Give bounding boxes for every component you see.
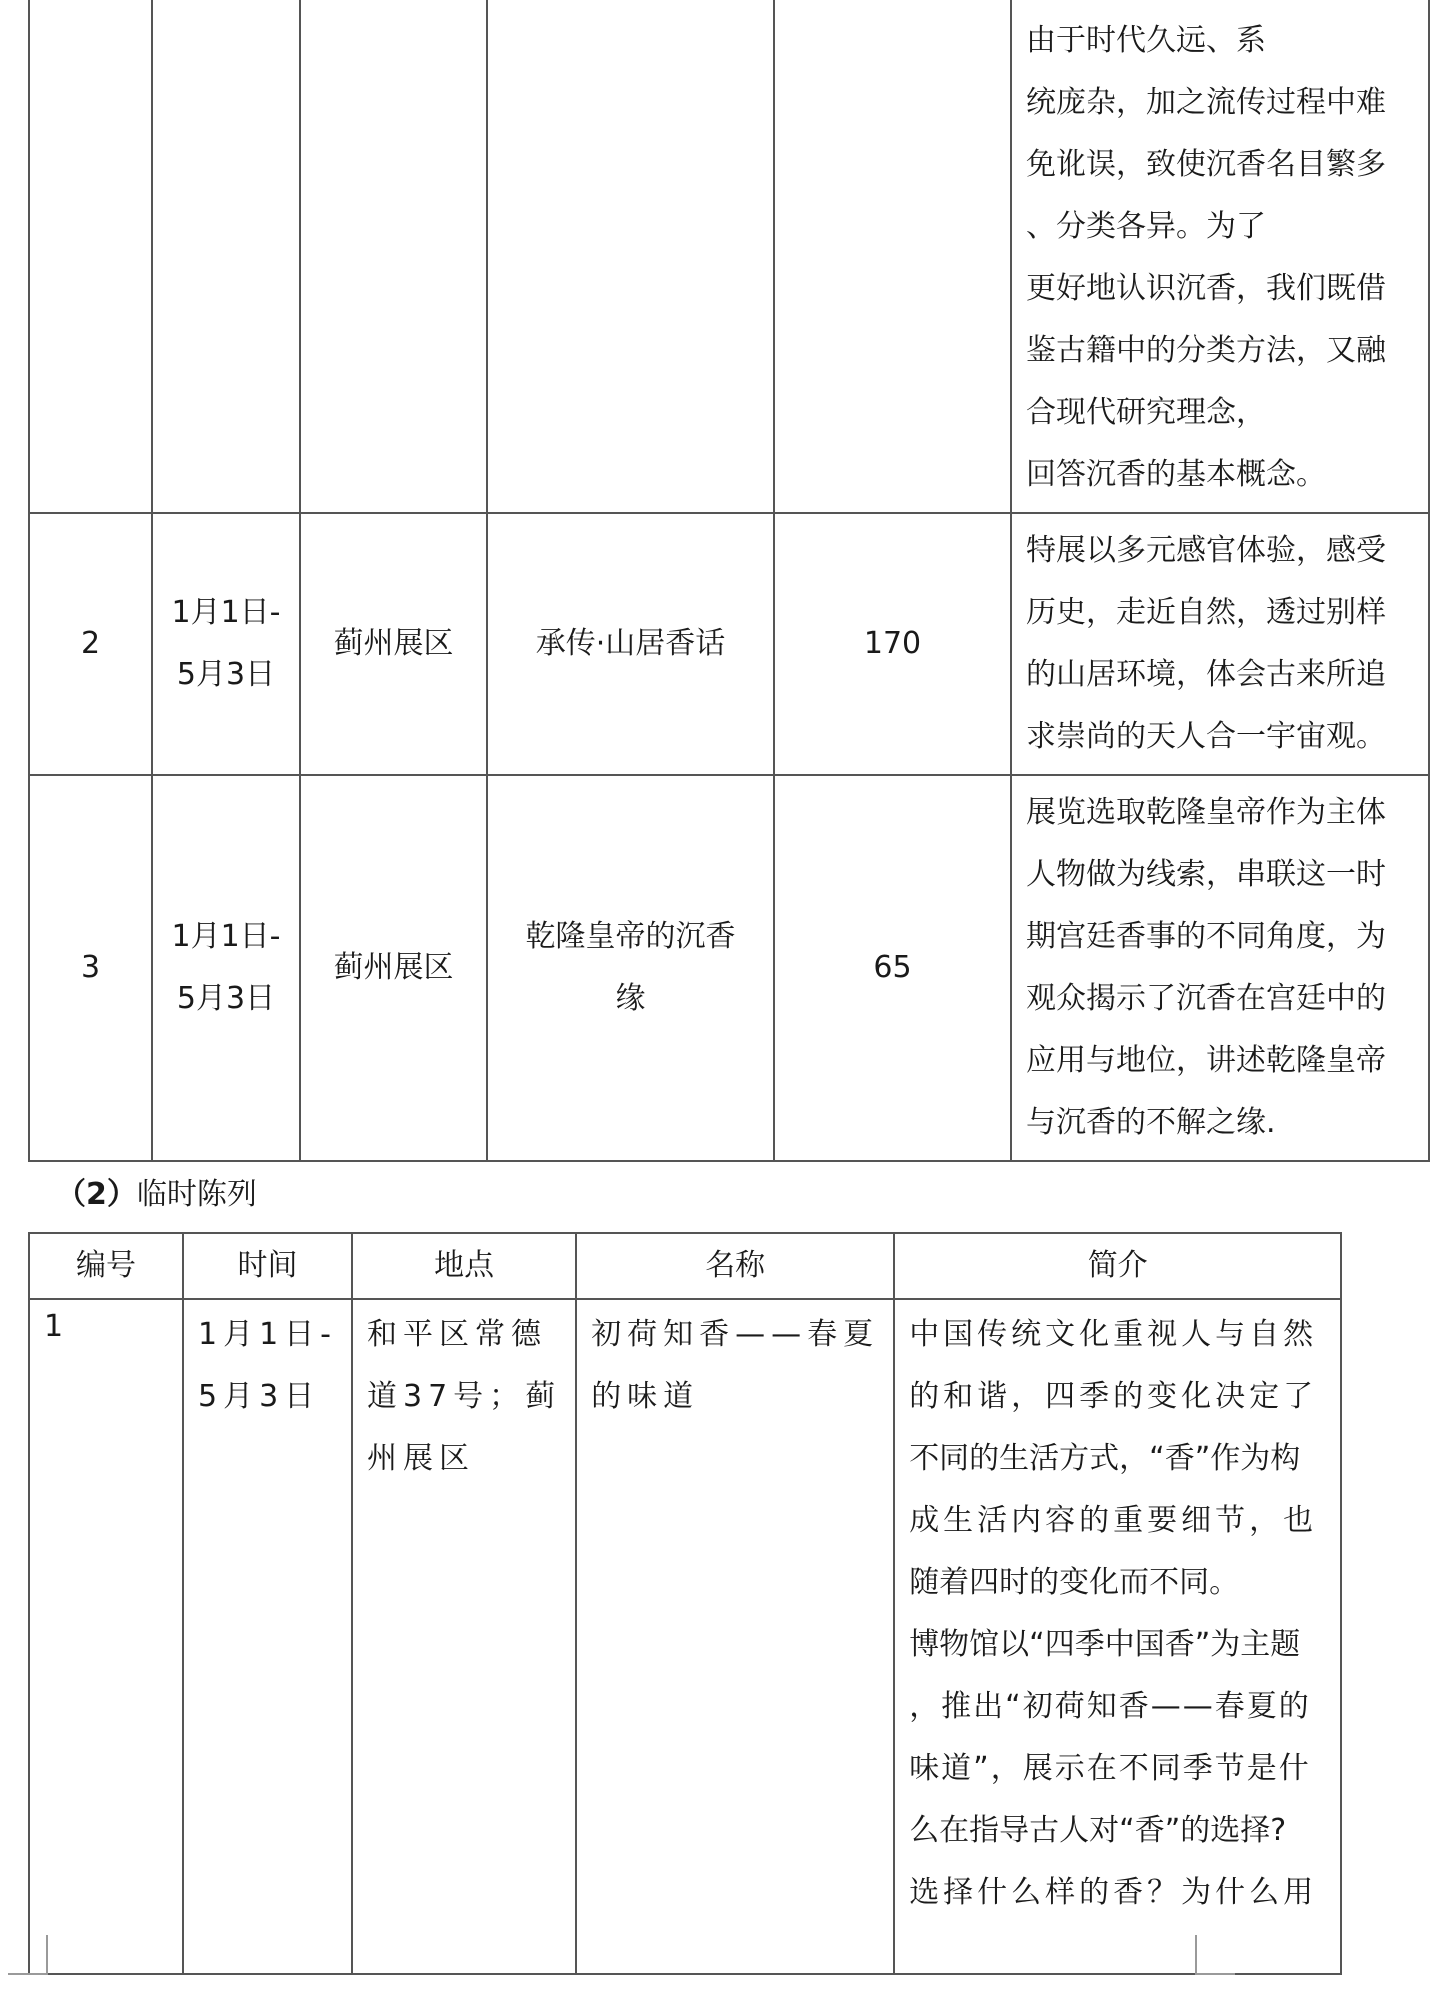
page-corner-mark	[1195, 1935, 1235, 1975]
intro-line: ，推出“初荷知香——春夏的	[909, 1689, 1311, 1724]
intro-line: 随着四时的变化而不同。	[909, 1565, 1240, 1600]
count-cell: 65	[774, 775, 1011, 1161]
header-time: 时间	[183, 1233, 352, 1299]
intro-line: 与沉香的不解之缘.	[1026, 1105, 1276, 1140]
intro-line: 统庞杂，加之流传过程中难	[1026, 85, 1386, 120]
location-cell: 蓟州展区	[300, 513, 487, 775]
name-line: 初荷知香——春夏	[591, 1317, 880, 1352]
intro-line: 成生活内容的重要细节，也	[909, 1503, 1318, 1538]
intro-line: 选择什么样的香？为什么用	[909, 1875, 1318, 1910]
section-heading	[56, 1172, 257, 1218]
intro-line: 求崇尚的天人合一宇宙观。	[1026, 719, 1386, 754]
table-row	[29, 1, 1429, 513]
time-line: 5月3日	[176, 981, 276, 1016]
intro-line: 、分类各异。为了	[1026, 209, 1266, 244]
location-cell: 蓟州展区	[300, 775, 487, 1161]
intro-line: 不同的生活方式，“香”作为构	[909, 1441, 1301, 1476]
id-cell: 2	[29, 513, 152, 775]
time-line: 5月3日	[176, 657, 276, 692]
time-cell	[152, 775, 300, 1161]
intro-cell	[894, 1299, 1341, 1974]
header-location: 地点	[352, 1233, 576, 1299]
page-corner-mark	[8, 1935, 48, 1975]
intro-line: 免讹误，致使沉香名目繁多	[1026, 147, 1386, 182]
intro-line: 展览选取乾隆皇帝作为主体	[1026, 795, 1386, 830]
time-cell	[152, 1, 300, 513]
time-line: 1月1日-	[171, 595, 281, 630]
intro-line: 应用与地位，讲述乾隆皇帝	[1026, 1043, 1386, 1078]
intro-line: 鉴古籍中的分类方法，又融	[1026, 333, 1386, 368]
intro-line: 观众揭示了沉香在宫廷中的	[1026, 981, 1386, 1016]
intro-cell	[1011, 775, 1429, 1161]
intro-line: 合现代研究理念，	[1026, 395, 1266, 430]
intro-line: 中国传统文化重视人与自然	[909, 1317, 1318, 1352]
intro-line: 期宫廷香事的不同角度，为	[1026, 919, 1386, 954]
intro-cell	[1011, 513, 1429, 775]
id-cell: 3	[29, 775, 152, 1161]
intro-line: 更好地认识沉香，我们既借	[1026, 271, 1386, 306]
time-line: 1月1日-	[171, 919, 281, 954]
header-id: 编号	[29, 1233, 183, 1299]
table-header-row	[29, 1233, 1341, 1299]
id-cell: 1	[29, 1299, 183, 1974]
intro-line: 历史，走近自然，透过别样	[1026, 595, 1386, 630]
name-line: 乾隆皇帝的沉香	[525, 919, 736, 954]
name-cell	[487, 513, 774, 775]
intro-line: 么在指导古人对“香”的选择?	[909, 1813, 1287, 1848]
name-line: 承传·山居香话	[535, 626, 726, 661]
intro-line: 的和谐，四季的变化决定了	[909, 1379, 1318, 1414]
exhibition-table-continued	[28, 0, 1430, 1162]
name-line: 缘	[615, 981, 646, 1016]
table-row	[29, 775, 1429, 1161]
intro-line: 的山居环境，体会古来所追	[1026, 657, 1386, 692]
count-cell: 170	[774, 513, 1011, 775]
header-name: 名称	[576, 1233, 894, 1299]
table-row	[29, 1299, 1341, 1974]
temporary-exhibition-table	[28, 1232, 1342, 1975]
location-cell	[352, 1299, 576, 1974]
name-line: 的味道	[591, 1379, 700, 1414]
intro-line: 特展以多元感官体验，感受	[1026, 533, 1386, 568]
time-line: 5月3日	[198, 1379, 321, 1414]
location-line: 和平区常德	[367, 1317, 547, 1352]
location-line: 道37号；蓟	[367, 1379, 562, 1414]
table-row	[29, 513, 1429, 775]
name-cell	[576, 1299, 894, 1974]
location-cell	[300, 1, 487, 513]
intro-line: 人物做为线索，串联这一时	[1026, 857, 1386, 892]
header-intro: 简介	[894, 1233, 1341, 1299]
intro-line: 味道”，展示在不同季节是什	[909, 1751, 1311, 1786]
time-cell	[183, 1299, 352, 1974]
intro-cell	[1011, 1, 1429, 513]
name-cell	[487, 1, 774, 513]
id-cell	[29, 1, 152, 513]
section-number: （2）	[56, 1177, 137, 1212]
intro-line: 博物馆以“四季中国香”为主题	[909, 1627, 1301, 1662]
name-cell	[487, 775, 774, 1161]
time-cell	[152, 513, 300, 775]
count-cell	[774, 1, 1011, 513]
intro-line: 回答沉香的基本概念。	[1026, 457, 1326, 492]
location-line: 州展区	[367, 1441, 475, 1476]
section-title: 临时陈列	[136, 1177, 257, 1212]
time-line: 1月1日-	[198, 1317, 337, 1352]
intro-line: 由于时代久远、系	[1026, 23, 1266, 58]
